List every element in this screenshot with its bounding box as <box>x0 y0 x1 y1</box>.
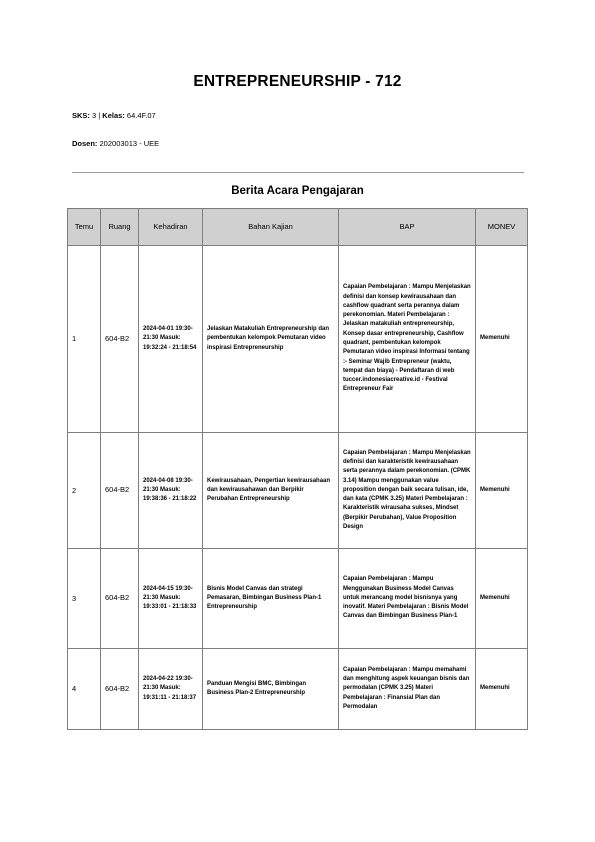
cell-kehadiran: 2024-04-22 19:30-21:30 Masuk: 19:31:11 - 21:18:37 <box>139 649 203 730</box>
cell-temu: 2 <box>68 433 101 549</box>
teaching-record-table <box>67 208 528 730</box>
kelas-label: Kelas: <box>102 111 125 120</box>
horizontal-divider <box>72 172 524 173</box>
cell-kehadiran: 2024-04-01 19:30-21:30 Masuk: 19:32:24 - 21:18:54 <box>139 246 203 433</box>
cell-temu: 3 <box>68 549 101 649</box>
cell-bahan-kajian: Panduan Mengisi BMC, Bimbingan Business Plan-2 Entrepreneurship <box>203 649 339 730</box>
cell-bap: Capaian Pembelajaran : Mampu Menjelaskan definisi dan konsep kewirausahaan dan cashflow quadrant serta perannya dalam perekonomian. Materi Pembelajaran : Jelaskan matakuliah entrepreneurship, Konsep dasar entrepreneurship, Cashflow quadrant, pembentukan kelompok Pemutaran video inspirasi Informasi tentang :- Seminar Wajib Entrepreneur (waktu, tempat dan biaya) - Pendaftaran di web tuccer.indonesiacreative.id - Festival Entrepreneur Fair <box>339 246 476 433</box>
cell-bap: Capaian Pembelajaran : Mampu Menggunakan Business Model Canvas untuk merancang model bisnisnya yang inovatif. Materi Pembelajaran : Bisnis Model Canvas dan Bimbingan Business Plan-1 <box>339 549 476 649</box>
cell-ruang: 604-B2 <box>101 649 139 730</box>
cell-monev: Memenuhi <box>476 549 528 649</box>
table-header-row <box>68 209 528 246</box>
cell-monev: Memenuhi <box>476 649 528 730</box>
sks-value: 3 | <box>89 111 103 120</box>
cell-bahan-kajian: Jelaskan Matakuliah Entrepreneurship dan pembentukan kelompok Pemutaran video inspirasi Entrepreneurship <box>203 246 339 433</box>
cell-bahan-kajian: Kewirausahaan, Pengertian kewirausahaan dan kewirausahawan dan Berpikir Perubahan Entrepreneurship <box>203 433 339 549</box>
column-header-monev: MONEV <box>476 209 528 246</box>
cell-ruang: 604-B2 <box>101 433 139 549</box>
cell-ruang: 604-B2 <box>101 246 139 433</box>
cell-temu: 1 <box>68 246 101 433</box>
course-meta-dosen <box>72 139 159 148</box>
sks-label: SKS: <box>72 111 90 120</box>
table-row <box>68 246 528 433</box>
dosen-label: Dosen: <box>72 139 98 148</box>
table-row <box>68 549 528 649</box>
cell-monev: Memenuhi <box>476 433 528 549</box>
column-header-kehadiran: Kehadiran <box>139 209 203 246</box>
table-row <box>68 649 528 730</box>
column-header-bap: BAP <box>339 209 476 246</box>
section-title: Berita Acara Pengajaran <box>231 185 364 197</box>
cell-bap: Capaian Pembelajaran : Mampu Menjelaskan definisi dan karakteristik kewirausahaan serta perannya dalam perekonomian. (CPMK 3.14) Mampu menggunakan value proposition dengan baik secara tulisan, ide, dan kata (CPMK 3.25) Materi Pembelajaran : Karakteristik wirausaha sukses, Mindset (Berpikir Perubahan), Value Proposition Design <box>339 433 476 549</box>
cell-bahan-kajian: Bisnis Model Canvas dan strategi Pemasaran, Bimbingan Business Plan-1 Entrepreneurship <box>203 549 339 649</box>
cell-monev: Memenuhi <box>476 246 528 433</box>
table-row <box>68 433 528 549</box>
cell-kehadiran: 2024-04-08 19:30-21:30 Masuk: 19:38:36 - 21:18:22 <box>139 433 203 549</box>
page-title: ENTREPRENEURSHIP - 712 <box>193 73 402 90</box>
column-header-ruang: Ruang <box>101 209 139 246</box>
cell-bap: Capaian Pembelajaran : Mampu memahami dan menghitung aspek keuangan bisnis dan permodalan (CPMK 3.25) Materi Pembelajaran : Finansial Plan dan Permodalan <box>339 649 476 730</box>
kelas-value: 64.4F.07 <box>124 111 156 120</box>
column-header-temu: Temu <box>68 209 101 246</box>
dosen-value: 202003013 - UEE <box>97 139 160 148</box>
cell-ruang: 604-B2 <box>101 549 139 649</box>
course-meta-sks-kelas <box>72 111 156 120</box>
cell-kehadiran: 2024-04-15 19:30-21:30 Masuk: 19:33:01 - 21:18:33 <box>139 549 203 649</box>
cell-temu: 4 <box>68 649 101 730</box>
column-header-bahan-kajian: Bahan Kajian <box>203 209 339 246</box>
